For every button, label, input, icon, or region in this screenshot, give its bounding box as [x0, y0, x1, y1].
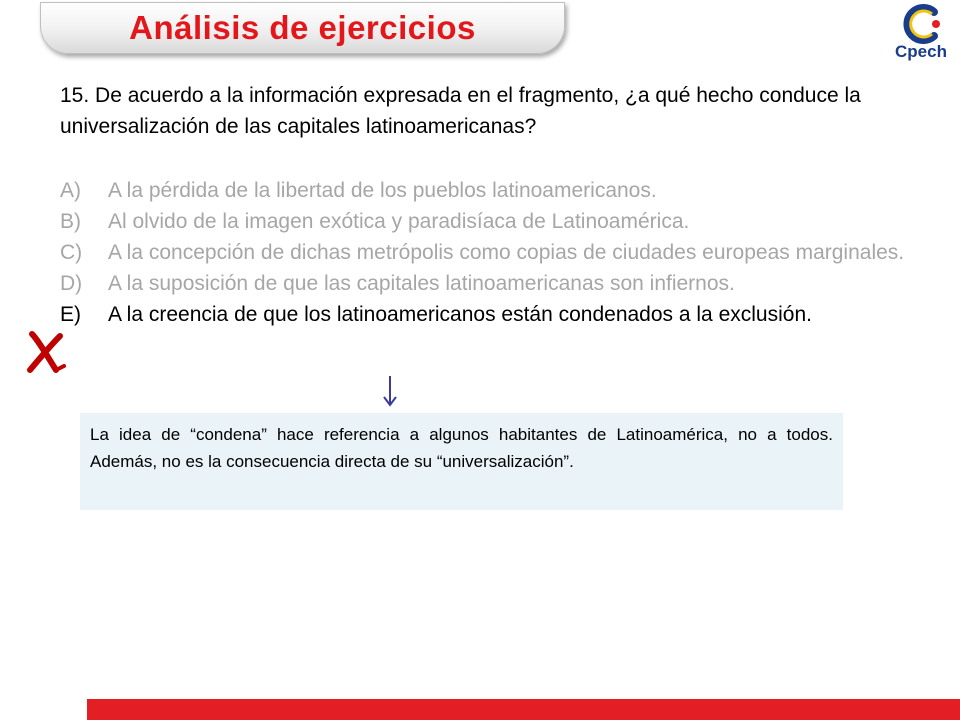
question-text: 15. De acuerdo a la información expresada en el fragmento, ¿a qué hecho conduce la universalización de las capitales latinoamericanas? — [60, 84, 861, 138]
option-letter: B) — [60, 210, 81, 233]
explanation-box — [80, 413, 843, 510]
title-banner — [40, 2, 565, 54]
cpech-logo — [888, 4, 954, 68]
answer-options — [60, 175, 940, 330]
option-text: A la concepción de dichas metrópolis como copias de ciudades europeas marginales. — [108, 241, 905, 264]
option-d — [60, 268, 940, 299]
option-text: A la pérdida de la libertad de los pueblos latinoamericanos. — [108, 179, 657, 202]
option-b — [60, 206, 940, 237]
footer-bar — [87, 699, 960, 720]
option-letter: E) — [60, 303, 81, 326]
cpech-logo-icon — [888, 4, 954, 44]
explanation-text: La idea de “condena” hace referencia a algunos habitantes de Latinoamérica, no a todos. Además, no es la consecuencia directa de su “universalización”. — [90, 425, 833, 471]
option-letter: D) — [60, 272, 83, 295]
option-e — [60, 299, 940, 330]
option-text: Al olvido de la imagen exótica y paradisíaca de Latinoamérica. — [108, 210, 690, 233]
x-mark-icon — [26, 330, 66, 374]
page-title: Análisis de ejercicios — [129, 9, 476, 46]
arrow-down-icon — [378, 374, 402, 408]
option-letter: A) — [60, 179, 81, 202]
option-c — [60, 237, 940, 268]
option-text: A la suposición de que las capitales latinoamericanas son infiernos. — [108, 272, 735, 295]
option-letter: C) — [60, 241, 83, 264]
option-text: A la creencia de que los latinoamericanos están condenados a la exclusión. — [108, 303, 812, 326]
option-a — [60, 175, 940, 206]
logo-text: Cpech — [895, 42, 947, 61]
